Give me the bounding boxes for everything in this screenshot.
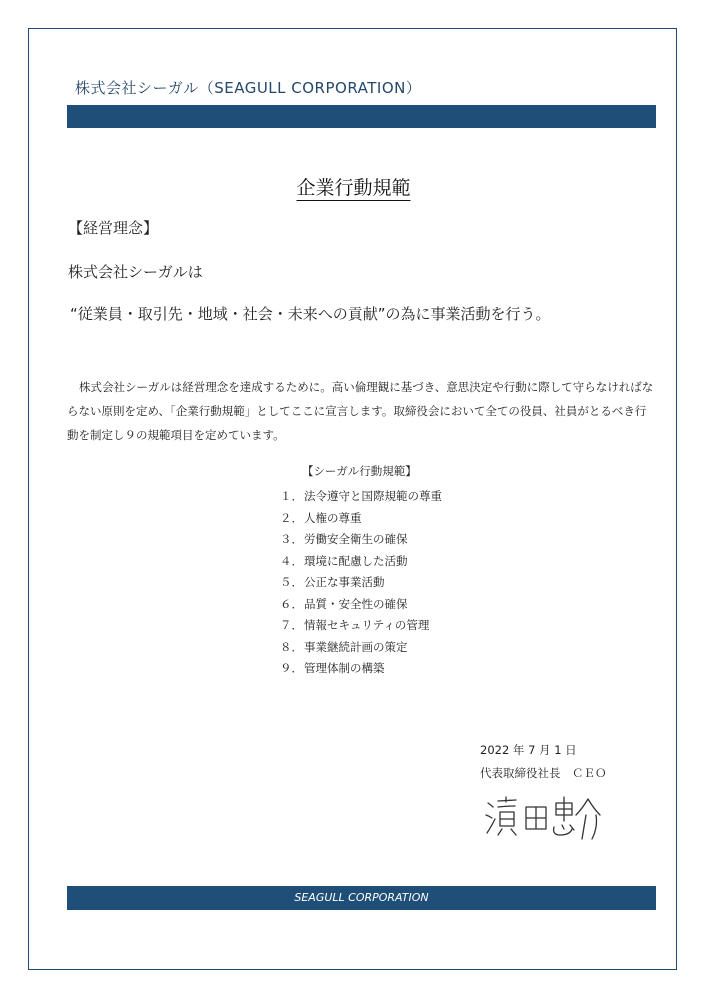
document-title-wrap bbox=[0, 173, 707, 200]
philosophy-line-1: 株式会社シーガルは bbox=[68, 263, 203, 281]
code-list-heading: 【シーガル行動規範】 bbox=[302, 464, 417, 478]
document-title: 企業行動規範 bbox=[296, 177, 411, 199]
item-number: ９． bbox=[280, 661, 303, 675]
philosophy-line-2: “従業員・取引先・地域・社会・未来への貢献”の為に事業活動を行う。 bbox=[70, 305, 551, 323]
code-list-item bbox=[280, 615, 442, 637]
code-list-item bbox=[280, 637, 442, 659]
code-list-item bbox=[280, 508, 442, 530]
item-text: 情報セキュリティの管理 bbox=[304, 618, 430, 632]
item-number: ７． bbox=[280, 618, 303, 632]
section-heading: 【経営理念】 bbox=[68, 219, 159, 237]
code-list-item bbox=[280, 658, 442, 680]
signer-title: 代表取締役社長 ＣＥＯ bbox=[480, 766, 607, 780]
code-list-item bbox=[280, 486, 442, 508]
item-text: 環境に配慮した活動 bbox=[304, 553, 408, 568]
code-list-item bbox=[280, 551, 442, 573]
code-list bbox=[280, 486, 442, 680]
header-bar bbox=[67, 105, 656, 128]
code-list-item bbox=[280, 572, 442, 594]
item-text: 人権の尊重 bbox=[304, 510, 362, 525]
code-list-item bbox=[280, 594, 442, 616]
item-number: ５． bbox=[280, 575, 303, 589]
item-text: 品質・安全性の確保 bbox=[304, 596, 408, 611]
company-header: 株式会社シーガル（SEAGULL CORPORATION） bbox=[75, 79, 422, 97]
item-text: 労働安全衛生の確保 bbox=[304, 532, 408, 546]
handwritten-signature bbox=[484, 793, 624, 843]
item-text: 管理体制の構築 bbox=[304, 661, 385, 675]
item-text: 公正な事業活動 bbox=[304, 575, 385, 589]
item-text: 法令遵守と国際規範の尊重 bbox=[304, 489, 442, 503]
item-number: ４． bbox=[280, 553, 303, 568]
document-date: 2022 年 7 月 1 日 bbox=[480, 743, 577, 757]
item-number: １． bbox=[280, 489, 303, 503]
footer-bar bbox=[67, 886, 656, 910]
item-number: ３． bbox=[280, 532, 303, 546]
code-list-item bbox=[280, 529, 442, 551]
item-text: 事業継続計画の策定 bbox=[304, 639, 408, 654]
intro-paragraph: 株式会社シーガルは経営理念を達成するために。高い倫理観に基づき、意思決定や行動に際して守らなければならない原則を定め、「企業行動規範」としてここに宣言します。取締役会において全ての役員、社員がとるべき行動を制定し９の規範項目を定めています。 bbox=[67, 380, 654, 442]
item-number: ２． bbox=[280, 510, 303, 525]
item-number: ８． bbox=[280, 639, 303, 654]
item-number: ６． bbox=[280, 596, 303, 611]
footer-company: SEAGULL CORPORATION bbox=[294, 891, 429, 904]
